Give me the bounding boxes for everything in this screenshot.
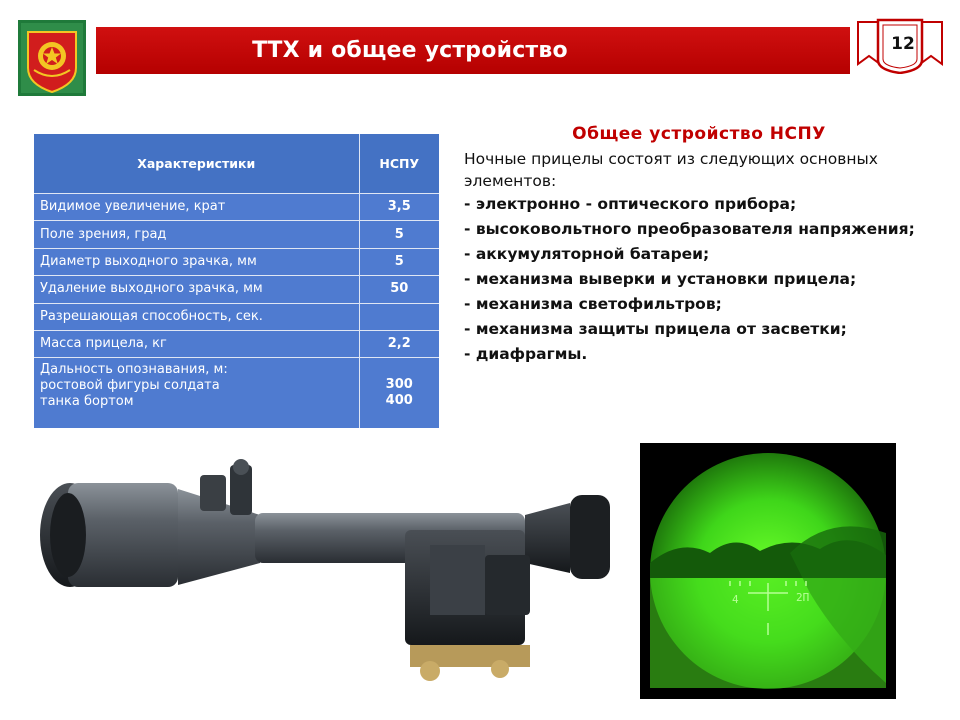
night-vision-view xyxy=(640,443,896,699)
page-title: ТТХ и общее устройство xyxy=(252,38,568,63)
row-label: Разрешающая способность, сек. xyxy=(34,303,359,330)
row-label: Поле зрения, град xyxy=(34,221,359,248)
range-label: Дальность опознавания, м: ростовой фигуры солдата танка бортом xyxy=(34,358,359,428)
table-header-row xyxy=(34,134,439,194)
night-sight-photo xyxy=(30,455,620,685)
row-value: 5 xyxy=(359,248,439,275)
row-value xyxy=(359,303,439,330)
row-label: Удаление выходного зрачка, мм xyxy=(34,276,359,303)
list-item: - механизма защиты прицела от засветки; xyxy=(464,320,847,338)
row-value: 2,2 xyxy=(359,330,439,357)
table-row xyxy=(34,276,439,303)
list-item: - механизма светофильтров; xyxy=(464,295,722,313)
description-title: Общее устройство НСПУ xyxy=(572,124,826,144)
components-list xyxy=(464,192,934,367)
range-values: 300 400 xyxy=(359,358,439,428)
row-label: Диаметр выходного зрачка, мм xyxy=(34,248,359,275)
list-item: - механизма выверки и установки прицела; xyxy=(464,270,857,288)
military-emblem-icon xyxy=(18,20,86,96)
table-row xyxy=(34,221,439,248)
table-row xyxy=(34,303,439,330)
description-intro: Ночные прицелы состоят из следующих основных элементов: xyxy=(464,150,878,190)
row-value: 50 xyxy=(359,276,439,303)
list-item: - диафрагмы. xyxy=(464,345,588,363)
column-header-characteristics: Характеристики xyxy=(34,134,359,194)
table-row-range xyxy=(34,358,439,428)
reticle-label-right: 2П xyxy=(796,591,810,604)
table-row xyxy=(34,194,439,221)
row-value: 3,5 xyxy=(359,194,439,221)
specs-table xyxy=(34,134,439,428)
reticle-label-left: 4 xyxy=(732,593,739,606)
list-item: - электронно - оптического прибора; xyxy=(464,195,797,213)
list-item: - аккумуляторной батареи; xyxy=(464,245,710,263)
column-header-nspu: НСПУ xyxy=(359,134,439,194)
row-label: Масса прицела, кг xyxy=(34,330,359,357)
description-block xyxy=(464,124,934,367)
row-label: Видимое увеличение, крат xyxy=(34,194,359,221)
table-row xyxy=(34,330,439,357)
row-value: 5 xyxy=(359,221,439,248)
table-row xyxy=(34,248,439,275)
list-item: - высоковольтного преобразователя напряжения; xyxy=(464,220,915,238)
slide-number: 12 xyxy=(891,34,915,54)
